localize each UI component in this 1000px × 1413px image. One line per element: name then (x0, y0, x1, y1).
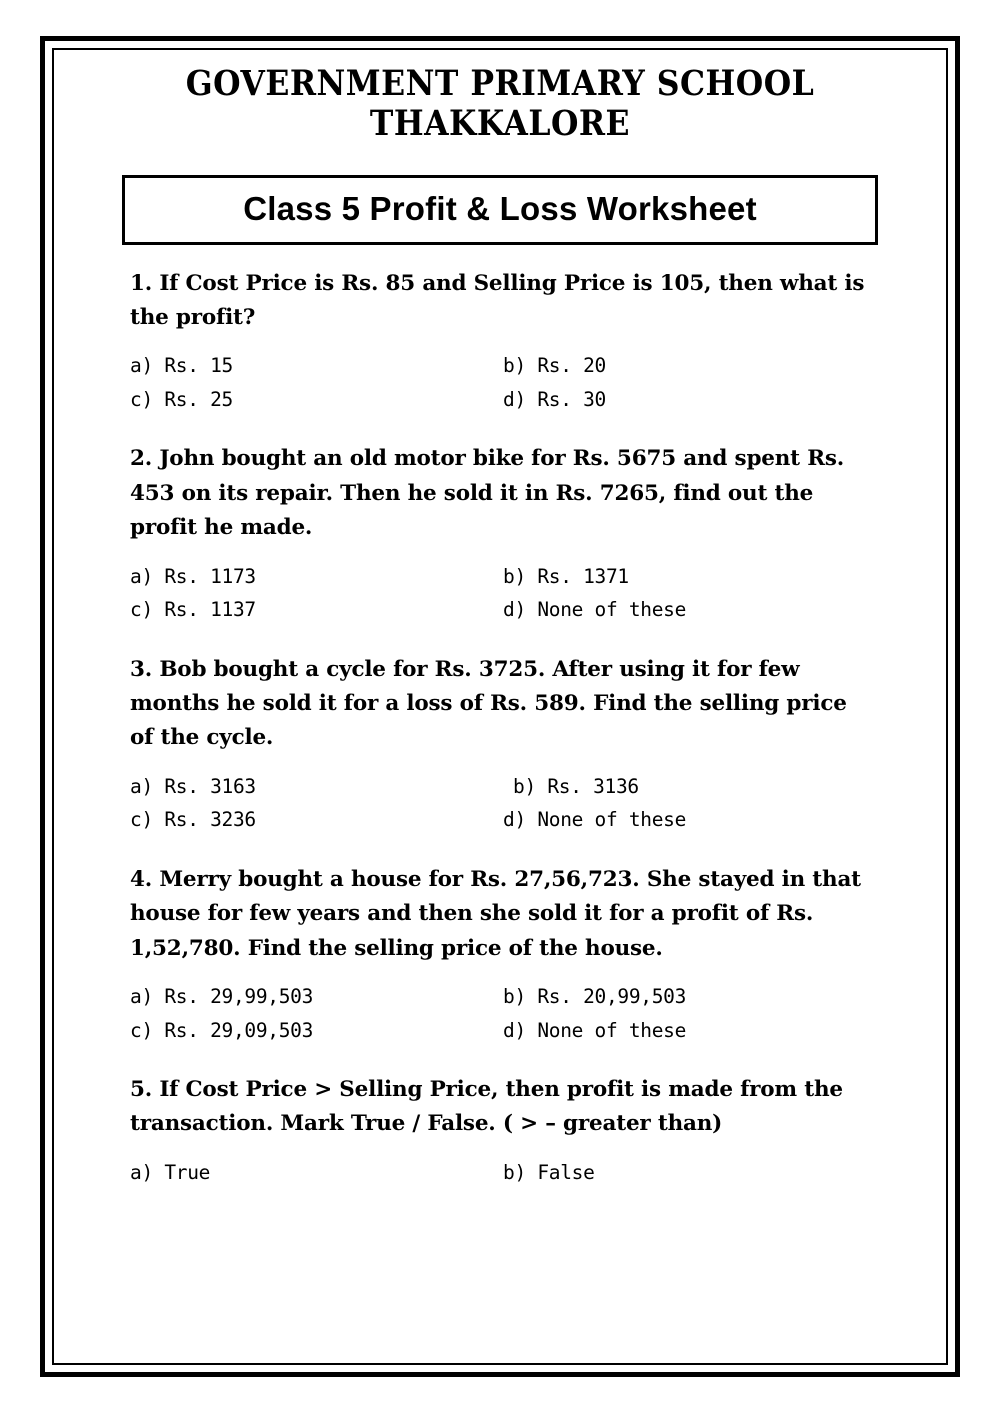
option-a[interactable]: a) Rs. 3163 (130, 774, 256, 798)
option-row (130, 593, 876, 627)
question-text: 4. Merry bought a house for Rs. 27,56,723. She stayed in that house for few years and then she sold it for a profit of Rs. 1,52,780. Find the selling price of the house. (130, 866, 861, 961)
option-a[interactable]: a) Rs. 29,99,503 (130, 984, 314, 1008)
question-item (130, 267, 876, 417)
question-options (130, 980, 876, 1047)
option-b[interactable]: b) Rs. 1371 (503, 564, 629, 588)
option-b[interactable]: b) False (503, 1160, 595, 1184)
page-border-inner (52, 48, 948, 1365)
question-options (130, 349, 876, 416)
option-c[interactable]: c) Rs. 1137 (130, 598, 256, 622)
option-row (130, 383, 876, 417)
option-d[interactable]: d) Rs. 30 (503, 387, 606, 411)
worksheet-title-box (122, 175, 878, 245)
question-item (130, 1073, 876, 1189)
option-row (130, 1156, 876, 1190)
option-b[interactable]: b) Rs. 20,99,503 (503, 984, 687, 1008)
option-c[interactable]: c) Rs. 29,09,503 (130, 1018, 314, 1042)
school-name-line-1: GOVERNMENT PRIMARY SCHOOL (185, 63, 815, 104)
question-text: 2. John bought an old motor bike for Rs. 5675 and spent Rs. 453 on its repair. Then he sold it in Rs. 7265, find out the profit he made. (130, 446, 845, 541)
question-text: 5. If Cost Price > Selling Price, then profit is made from the transaction. Mark True / False. ( > – greater than) (130, 1077, 843, 1137)
option-c[interactable]: c) Rs. 25 (130, 387, 233, 411)
option-row (130, 1014, 876, 1048)
question-options (130, 1156, 876, 1190)
option-row (130, 980, 876, 1014)
questions-list (84, 267, 916, 1190)
option-row (130, 349, 876, 383)
school-name-line-2: THAKKALORE (369, 103, 631, 145)
option-a[interactable]: a) Rs. 15 (130, 354, 233, 378)
option-d[interactable]: d) None of these (503, 598, 687, 622)
option-b[interactable]: b) Rs. 20 (503, 354, 606, 378)
question-item (130, 653, 876, 837)
option-a[interactable]: a) Rs. 1173 (130, 564, 256, 588)
option-c[interactable]: c) Rs. 3236 (130, 808, 256, 832)
option-d[interactable]: d) None of these (503, 808, 687, 832)
question-item (130, 863, 876, 1047)
option-b[interactable]: b) Rs. 3136 (513, 774, 639, 798)
page-title: Class 5 Profit & Loss Worksheet (243, 189, 757, 227)
question-text: 1. If Cost Price is Rs. 85 and Selling Price is 105, then what is the profit? (130, 270, 865, 330)
page-content (54, 50, 946, 1363)
question-options (130, 560, 876, 627)
option-a[interactable]: a) True (130, 1160, 211, 1184)
page-border-outer (40, 36, 960, 1377)
school-heading (84, 64, 916, 145)
option-row (130, 770, 876, 804)
option-row (130, 560, 876, 594)
option-d[interactable]: d) None of these (503, 1018, 687, 1042)
question-options (130, 770, 876, 837)
option-row (130, 803, 876, 837)
question-text: 3. Bob bought a cycle for Rs. 3725. After using it for few months he sold it for a loss of Rs. 589. Find the selling price of the cycle. (130, 656, 847, 751)
question-item (130, 442, 876, 626)
